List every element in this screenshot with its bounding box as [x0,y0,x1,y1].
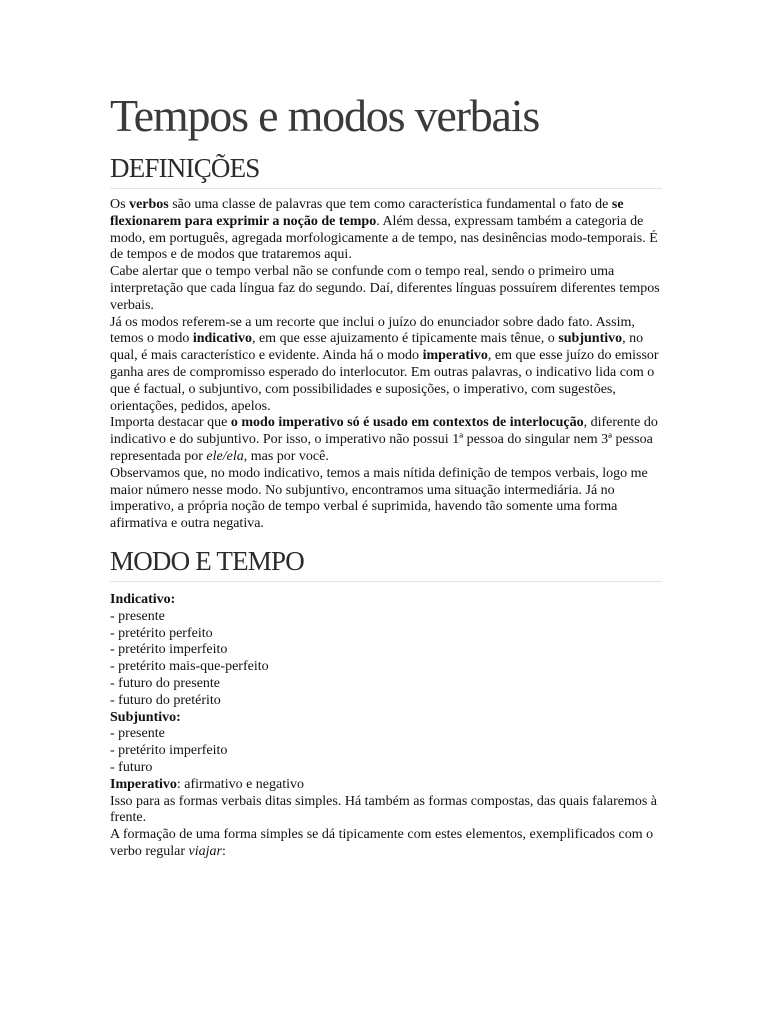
paragraph-tempo-real: Cabe alertar que o tempo verbal não se confunde com o tempo real, sendo o primeiro uma interpretação que cada língua faz do segundo. Daí, diferentes línguas possuírem diferentes tempos verbais. [110,264,660,313]
text-run: Os [110,197,130,212]
text-run: Já os modos referem-se a um recorte que inclui o juízo do enunciador sobre dado fato. Assim, temos o modo [110,314,635,347]
list-item: - presente [110,726,165,742]
bold-phrase: o modo imperativo só é usado em contextos de interlocução [230,415,584,431]
text-run: . Além dessa, expressam também a categoria de modo, em português, agregada morfologicamente a de tempo, nas desinências modo-temporais. É de tempos e de modos que trataremos aqui. [110,213,658,263]
bold-label: Subjuntivo: [110,709,181,725]
list-item: - futuro do pretérito [110,692,221,708]
text-run: , diferente do indicativo e do subjuntivo. Por isso, o imperativo não possui 1ª pessoa do singular nem 3ª pessoa representada por [110,415,658,464]
bold-phrase: se flexionarem para exprimir a noção de tempo [110,197,624,229]
bold-label: Imperativo [110,776,177,792]
paragraph-formacao [110,827,662,861]
paragraph-verbos [110,197,662,264]
paragraph-formas-compostas: Isso para as formas verbais ditas simples. Há também as formas compostas, das quais falaremos à frente. [110,793,658,826]
paragraph-modos [110,315,662,416]
page-title: Tempos e modos verbais [110,90,540,141]
imperativo-line [110,777,662,794]
bold-term: imperativo [422,348,488,364]
text-run: : afirmativo e negativo [176,776,305,792]
text-run: , em que esse ajuizamento é tipicamente mais tênue, o [251,331,559,347]
subjuntivo-list [110,726,662,776]
document-page [110,88,662,861]
list-item: - pretérito imperfeito [110,642,228,658]
list-item: - pretérito mais-que-perfeito [110,659,269,675]
list-item: - futuro do presente [110,675,221,691]
text-run: , em que esse juízo do emissor ganha ares de compromisso esperado do interlocutor. Em outras palavras, o indicativo lida com o que é factual, o subjuntivo, com possibilidades e suposições, o imperativo, com sugestões, orientações, pedidos, apelos. [110,348,659,414]
bold-term: subjuntivo [558,331,623,347]
bold-term: indicativo [192,331,252,347]
text-run: : [221,843,226,859]
list-item: - pretérito perfeito [110,625,213,641]
text-run: são uma classe de palavras que tem como característica fundamental o fato de [168,197,612,212]
bold-term: verbos [129,197,169,212]
italic-term: viajar [188,843,222,859]
definicoes-body [110,197,662,533]
paragraph-imperativo [110,415,662,465]
list-item: - presente [110,608,165,624]
list-item: - pretérito imperfeito [110,743,228,759]
section-heading-modo-tempo: MODO E TEMPO [110,545,662,582]
section-heading-definicoes: DEFINIÇÕES [110,152,662,189]
indicativo-list [110,609,662,710]
paragraph-observamos: Observamos que, no modo indicativo, temos a mais nítida definição de tempos verbais, logo me maior número nesse modo. No subjuntivo, encontramos uma situação intermediária. Já no imperativo, a própria noção de tempo verbal é suprimida, havendo tão somente uma forma afirmativa e outra negativa. [110,465,648,532]
text-run: , no qual, é mais característico e evidente. Ainda há o modo [110,331,644,364]
text-run: Importa destacar que [110,415,231,431]
text-run: A formação de uma forma simples se dá tipicamente com estes elementos, exemplificados com o verbo regular [110,827,654,859]
bold-label: Indicativo: [110,591,176,607]
modo-tempo-body [110,592,662,861]
italic-term: ele/ela [206,448,244,464]
indicativo-label [110,592,662,609]
list-item: - futuro [110,759,153,775]
subjuntivo-label [110,710,662,727]
text-run: , mas por você. [243,448,329,464]
